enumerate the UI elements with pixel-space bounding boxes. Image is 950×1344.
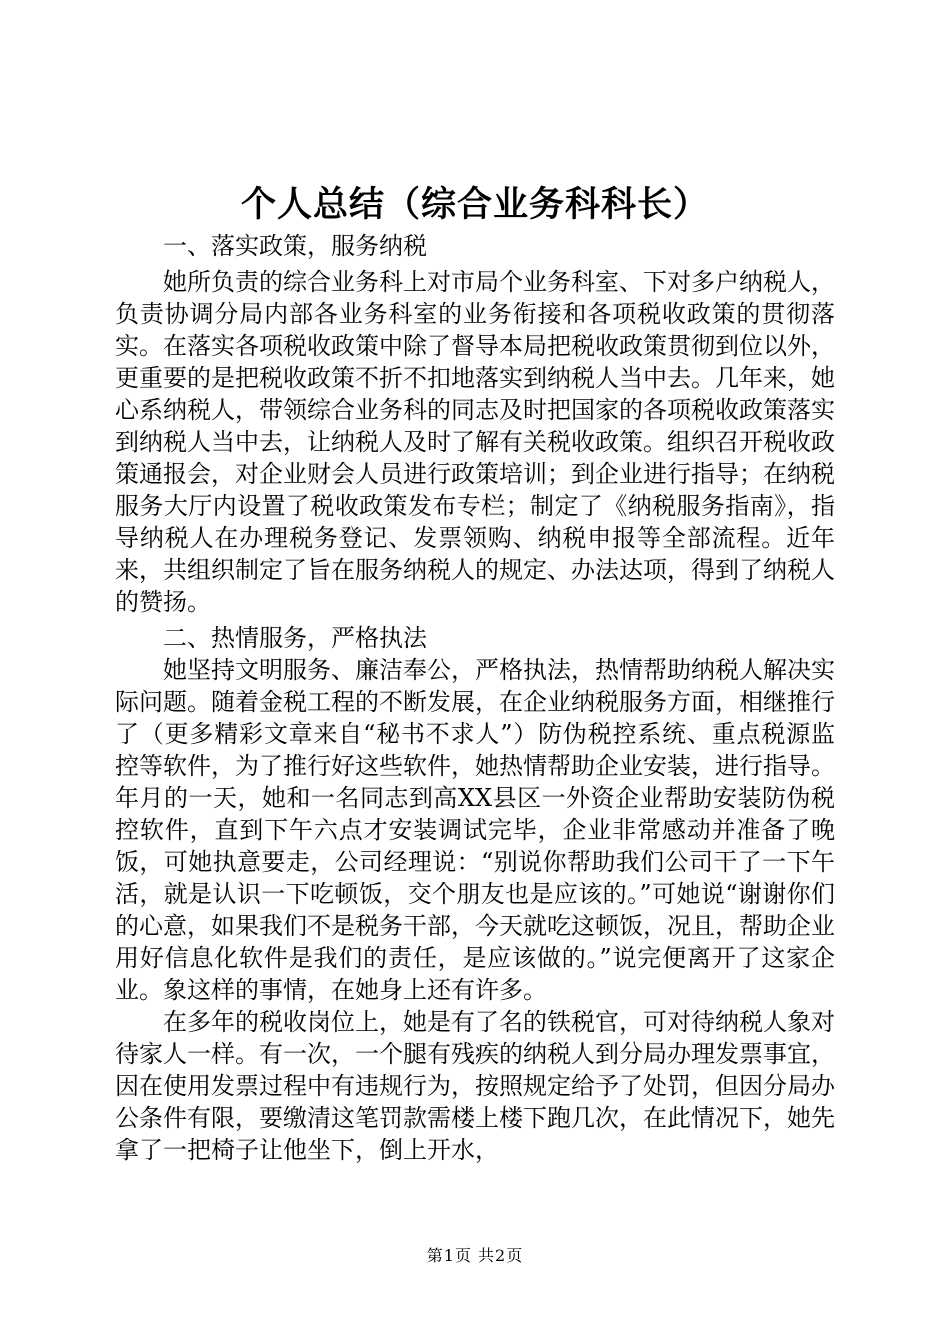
body-paragraph: 在多年的税收岗位上，她是有了名的铁税官，可对待纳税人象对待家人一样。有一次，一个腿有残疾的纳税人到分局办理发票事宜，因在使用发票过程中有违规行为，按照规定给予了处罚，但因分局办公条件有限，要缴清这笔罚款需楼上楼下跑几次，在此情况下，她先拿了一把椅子让他坐下，倒上开水， — [115, 1008, 835, 1164]
section-heading: 二、热情服务，严格执法 — [163, 624, 427, 652]
section-heading: 一、落实政策，服务纳税 — [163, 232, 427, 260]
document-body — [115, 230, 835, 1166]
body-paragraph: 她坚持文明服务、廉洁奉公，严格执法，热情帮助纳税人解决实际问题。随着金税工程的不断发展，在企业纳税服务方面，相继推行了（更多精彩文章来自“秘书不求人”）防伪税控系统、重点税源监控等软件，为了推行好这些软件，她热情帮助企业安装，进行指导。年月的一天，她和一名同志到高XX县区一外资企业帮助安装防伪税控软件，直到下午六点才安装调试完毕，企业非常感动并准备了晚饭，可她执意要走，公司经理说：“别说你帮助我们公司干了一下午活，就是认识一下吃顿饭，交个朋友也是应该的。”可她说“谢谢你们的心意，如果我们不是税务干部，今天就吃这顿饭，况且，帮助企业用好信息化软件是我们的责任，是应该做的。”说完便离开了这家企业。象这样的事情，在她身上还有许多。 — [115, 656, 835, 1004]
document-title: 个人总结（综合业务科科长） — [240, 184, 709, 225]
page-number-footer: 第1页 共2页 — [426, 1246, 524, 1265]
body-paragraph: 她所负责的综合业务科上对市局个业务科室、下对多户纳税人，负责协调分局内部各业务科室的业务衔接和各项税收政策的贯彻落实。在落实各项税收政策中除了督导本局把税收政策贯彻到位以外，更重要的是把税收政策不折不扣地落实到纳税人当中去。几年来，她心系纳税人，带领综合业务科的同志及时把国家的各项税收政策落实到纳税人当中去，让纳税人及时了解有关税收政策。组织召开税收政策通报会，对企业财会人员进行政策培训；到企业进行指导；在纳税服务大厅内设置了税收政策发布专栏；制定了《纳税服务指南》，指导纳税人在办理税务登记、发票领购、纳税申报等全部流程。近年来，共组织制定了旨在服务纳税人的规定、办法达项，得到了纳税人的赞扬。 — [115, 268, 835, 616]
